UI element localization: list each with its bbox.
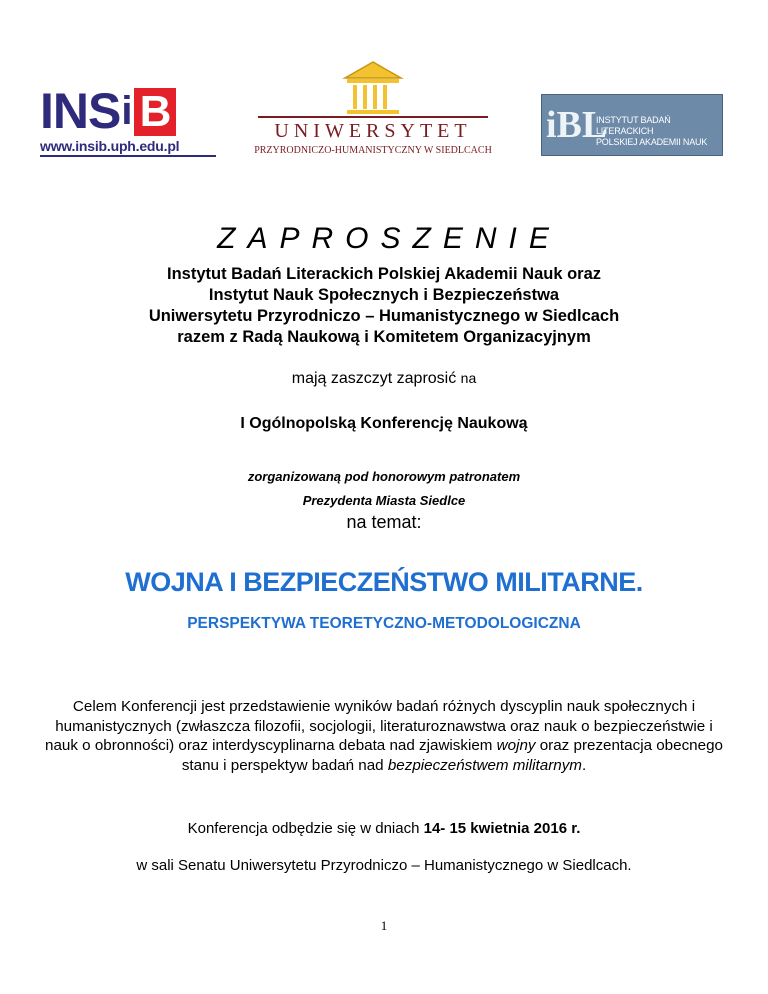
- university-building-icon: [341, 60, 405, 116]
- description-paragraph: [0, 697, 768, 775]
- ibl-mark: iBL: [546, 104, 608, 146]
- conference-main-title: WOJNA I BEZPIECZEŃSTWO MILITARNE.: [125, 567, 643, 597]
- ibl-text-line2: POLSKIEJ AKADEMII NAUK: [596, 137, 708, 147]
- conference-sub-title: PERSPEKTYWA TEORETYCZNO-METODOLOGICZNA: [187, 615, 581, 632]
- insib-logo-b: B: [134, 88, 176, 136]
- organizers-block: [0, 264, 768, 348]
- conference-name: I Ogólnopolską Konferencję Naukową: [240, 415, 528, 432]
- ibl-text-line1: INSTYTUT BADAŃ LITERACKICH: [596, 115, 671, 136]
- description-part1: Celem Konferencji jest przedstawienie wyników badań różnych dyscyplin nauk społecznych i humanistycznych (zwłaszcza filozofii, socjologii, literaturoznawstwa oraz nauk o bezpieczeństwie i nauk o obronności) oraz interdyscyplinarna debata nad zjawiskiem: [45, 698, 713, 754]
- patronage-line2: Prezydenta Miasta Siedlce: [302, 493, 466, 508]
- insib-underline: [40, 155, 216, 157]
- invite-text: mają zaszczyt zaprosić: [291, 370, 461, 387]
- insib-url: www.insib.uph.edu.pl: [40, 138, 180, 154]
- date-value: 14- 15 kwietnia 2016 r.: [423, 820, 581, 837]
- logos-row: [0, 58, 768, 168]
- invite-line: [0, 370, 768, 388]
- organizer-line: razem z Radą Naukową i Komitetem Organizacyjnym: [177, 328, 591, 346]
- university-name: UNIWERSYTET: [274, 120, 472, 142]
- organizer-line: Uniwersytetu Przyrodniczo – Humanistycznego w Siedlcach: [148, 307, 620, 325]
- ibl-logo: [541, 94, 723, 156]
- invitation-title: ZAPROSZENIE: [217, 222, 561, 255]
- patronage-line1: zorganizowaną pod honorowym patronatem: [247, 469, 521, 484]
- place-line: w sali Senatu Uniwersytetu Przyrodniczo – Humanistycznego w Siedlcach.: [136, 857, 632, 874]
- university-top-line: [258, 116, 488, 118]
- patronage-block: [0, 465, 768, 513]
- insib-logo-i: i: [121, 89, 133, 133]
- ibl-text: [596, 115, 722, 148]
- topic-label: na temat:: [346, 512, 422, 532]
- description-em-wojny: wojny: [496, 737, 536, 754]
- organizer-line: Instytut Badań Literackich Polskiej Akademii Nauk oraz: [166, 265, 602, 283]
- description-part3: .: [581, 756, 587, 774]
- date-prefix: Konferencja odbędzie się w dniach: [187, 820, 424, 837]
- insib-logo: [40, 83, 220, 156]
- university-logo: [253, 60, 493, 160]
- date-line: [0, 820, 768, 837]
- page-number: 1: [380, 918, 388, 933]
- description-em-bezpieczenstwem: bezpieczeństwem militarnym: [387, 756, 582, 774]
- insib-logo-letters: INS: [40, 83, 121, 139]
- organizer-line: Instytut Nauk Społecznych i Bezpieczeństwa: [208, 286, 560, 304]
- university-subtitle: PRZYRODNICZO-HUMANISTYCZNY W SIEDLCACH: [254, 145, 492, 156]
- invite-na: na: [460, 370, 477, 386]
- description-part2: oraz prezentacja obecnego stanu i perspektyw badań nad: [181, 737, 723, 774]
